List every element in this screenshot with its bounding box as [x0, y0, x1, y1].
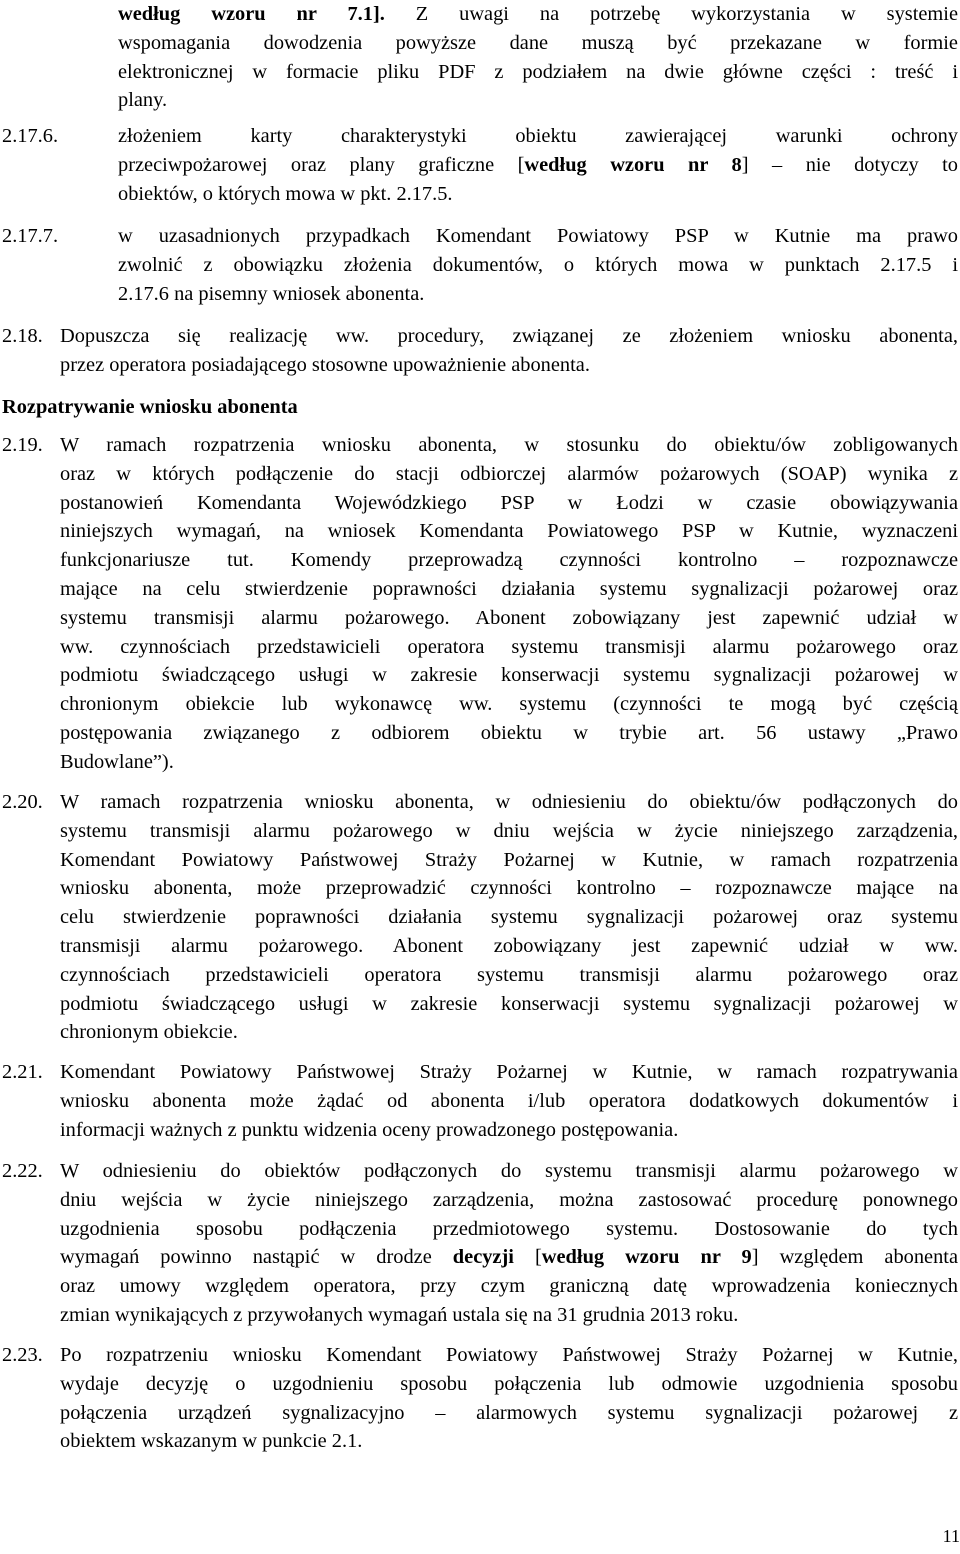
text-line: transmisji alarmu pożarowego. Abonent zobowiązany jest zapewnić udział w ww.	[60, 934, 958, 957]
text-line: czynnościach przedstawicieli operatora systemu transmisji alarmu pożarowego oraz	[60, 963, 958, 986]
paragraph-number: 2.19.	[2, 434, 43, 456]
paragraph-number: 2.17.6.	[2, 125, 59, 147]
text-line: W ramach rozpatrzenia wniosku abonenta, w odniesieniu do obiektu/ów podłączonych do	[60, 791, 958, 813]
text-line: dniu wejścia w życie niniejszego zarządzenia, można zastosować procedurę ponownego	[60, 1188, 958, 1211]
text-line: obiektem wskazanym w punkcie 2.1.	[60, 1430, 363, 1453]
text-line: wniosku abonenta może żądać od abonenta i/lub operatora dodatkowych dokumentów i	[60, 1089, 958, 1112]
text-line: plany.	[118, 89, 168, 112]
text-line: przeciwpożarowej oraz plany graficzne [według wzoru nr 8] – nie dotyczy to	[118, 153, 959, 176]
text-line: Budowlane”).	[60, 750, 174, 773]
text-line: uzgodnienia sposobu podłączenia przedmiotowego systemu. Dostosowanie do tych	[60, 1217, 958, 1240]
paragraph-number: 2.21.	[2, 1061, 43, 1083]
text-line: Komendant Powiatowy Państwowej Straży Pożarnej w Kutnie, w ramach rozpatrzenia	[60, 848, 958, 871]
intro-paragraph	[118, 0, 958, 115]
bold-reference: według wzoru nr 9	[541, 1246, 752, 1269]
paragraph-number: 2.17.7.	[2, 225, 59, 247]
text-line: chronionym obiekcie.	[60, 1021, 238, 1044]
text-line: postępowania związanego z odbiorem obiektu w trybie art. 56 ustawy „Prawo	[60, 721, 958, 744]
text-line: chronionym obiekcie lub wykonawcę ww. systemu (czynności te mogą być częścią	[60, 693, 958, 716]
text-line: połączenia urządzeń sygnalizacyjno – alarmowych systemu sygnalizacji pożarowej z	[60, 1401, 958, 1424]
text-line: systemu transmisji alarmu pożarowego. Abonent zobowiązany jest zapewnić udział w	[60, 606, 958, 629]
text-line: wydaje decyzję o uzgodnieniu sposobu połączenia lub odmowie uzgodnienia sposobu	[60, 1372, 958, 1395]
paragraph-number: 2.20.	[2, 791, 43, 813]
text-line: wniosku abonenta, może przeprowadzić czynności kontrolno – rozpoznawcze mające na	[60, 877, 958, 900]
text-line: funkcjonariusze tut. Komendy przeprowadzą czynności kontrolno – rozpoznawcze	[60, 549, 958, 572]
text-line: W odniesieniu do obiektów podłączonych do systemu transmisji alarmu pożarowego w	[60, 1160, 958, 1182]
section-heading: Rozpatrywanie wniosku abonenta	[2, 396, 298, 418]
page-number: 11	[942, 1526, 960, 1546]
text-line: w uzasadnionych przypadkach Komendant Powiatowy PSP w Kutnie ma prawo	[118, 225, 958, 247]
text-line: postanowień Komendanta Wojewódzkiego PSP w Łodzi w czasie obowiązywania	[60, 491, 958, 514]
text-line: wymagań powinno nastąpić w drodze decyzji [według wzoru nr 9] względem abonenta	[60, 1246, 958, 1269]
text-line: mające na celu stwierdzenie poprawności działania systemu sygnalizacji pożarowej oraz	[60, 577, 958, 600]
text-line: Komendant Powiatowy Państwowej Straży Pożarnej w Kutnie, w ramach rozpatrywania	[60, 1061, 958, 1083]
bold-reference: według wzoru nr 8	[524, 153, 742, 176]
text-line: oraz umowy względem operatora, przy czym graniczną datę wprowadzenia koniecznych	[60, 1275, 958, 1298]
text-line: podmiotu świadczącego usługi w zakresie konserwacji systemu sygnalizacji pożarowej w	[60, 992, 958, 1015]
text-line: wspomagania dowodzenia powyższe dane muszą być przekazane w formie	[118, 31, 958, 54]
text-line: zmian wynikających z przywołanych wymagań ustala się na 31 grudnia 2013 roku.	[60, 1303, 739, 1326]
text-line: Dopuszcza się realizację ww. procedury, związanej ze złożeniem wniosku abonenta,	[60, 325, 958, 347]
bold-decision: decyzji	[452, 1246, 514, 1269]
text-line: systemu transmisji alarmu pożarowego w dniu wejścia w życie niniejszego zarządzenia,	[60, 819, 958, 842]
text-line: zwolnić z obowiązku złożenia dokumentów, o których mowa w punktach 2.17.5 i	[118, 253, 958, 276]
text-line: według wzoru nr 7.1]. Z uwagi na potrzebę wykorzystania w systemie	[118, 3, 958, 25]
text-line: oraz w których podłączenie do stacji odbiorczej alarmów pożarowych (SOAP) wynika z	[60, 462, 958, 485]
text-line: podmiotu świadczącego usługi w zakresie konserwacji systemu sygnalizacji pożarowej w	[60, 664, 958, 687]
text-line: celu stwierdzenie poprawności działania systemu sygnalizacji pożarowej oraz systemu	[60, 906, 958, 929]
text-line: ww. czynnościach przedstawicieli operatora systemu transmisji alarmu pożarowego oraz	[60, 635, 958, 658]
text-line: złożeniem karty charakterystyki obiektu zawierającej warunki ochrony	[118, 125, 958, 147]
text-line: 2.17.6 na pisemny wniosek abonenta.	[118, 282, 425, 305]
paragraph-number: 2.22.	[2, 1160, 43, 1182]
text-line: obiektów, o których mowa w pkt. 2.17.5.	[118, 182, 453, 205]
text-line: niniejszych wymagań, na wniosek Komendanta Powiatowego PSP w Kutnie, wyznaczeni	[60, 520, 958, 543]
paragraph-number: 2.18.	[2, 325, 43, 347]
text-line: przez operatora posiadającego stosowne upoważnienie abonenta.	[60, 353, 590, 376]
text-line: informacji ważnych z punktu widzenia oceny prowadzonego postępowania.	[60, 1118, 679, 1141]
bold-reference: według wzoru nr 7.1].	[118, 3, 385, 25]
text-line: elektronicznej w formacie pliku PDF z podziałem na dwie główne części : treść i	[118, 60, 958, 83]
text-line: Po rozpatrzeniu wniosku Komendant Powiatowy Państwowej Straży Pożarnej w Kutnie,	[60, 1344, 958, 1366]
text-line: W ramach rozpatrzenia wniosku abonenta, w stosunku do obiektu/ów zobligowanych	[60, 434, 958, 456]
paragraph-number: 2.23.	[2, 1344, 43, 1366]
